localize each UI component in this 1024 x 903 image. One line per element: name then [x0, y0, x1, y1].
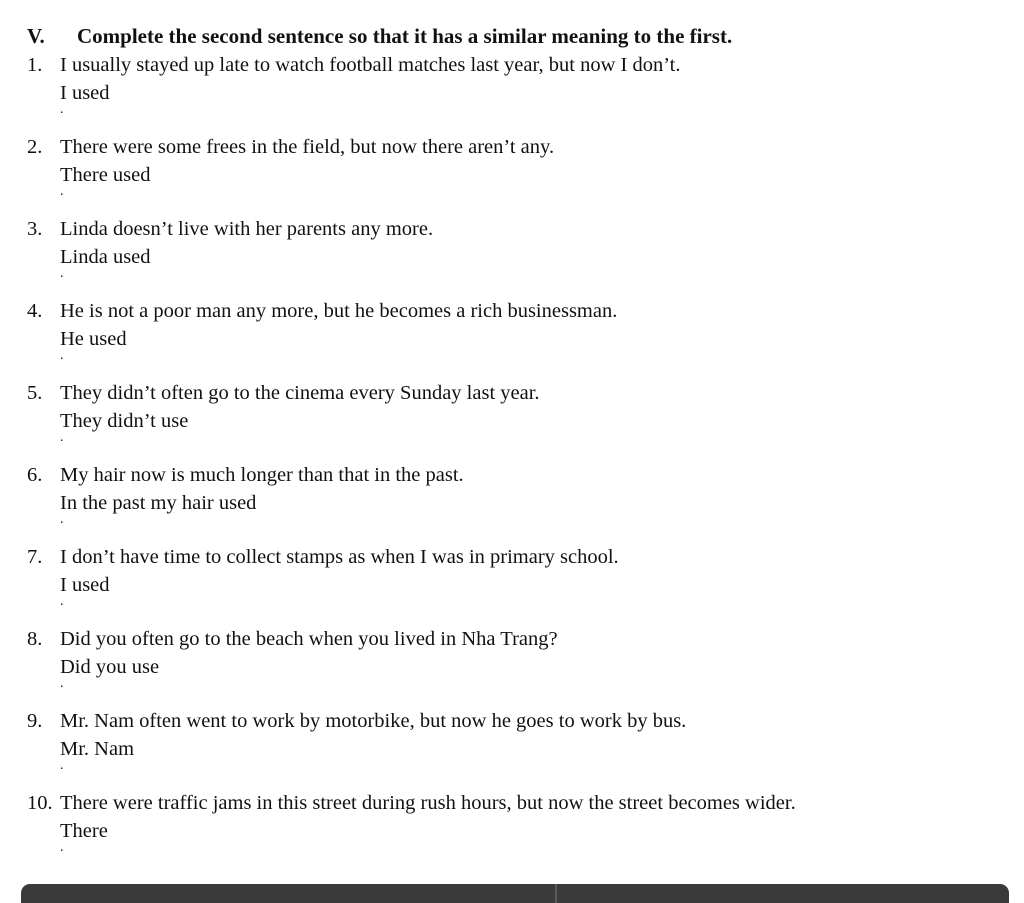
section-heading — [27, 22, 732, 50]
original-sentence: My hair now is much longer than that in the past. — [60, 464, 464, 486]
rewrite-prompt: I used — [60, 82, 110, 104]
original-sentence: They didn’t often go to the cinema every Sunday last year. — [60, 382, 540, 404]
original-sentence: Did you often go to the beach when you lived in Nha Trang? — [60, 628, 558, 650]
bottom-toolbar[interactable] — [21, 884, 1009, 903]
rewrite-prompt: He used — [60, 328, 127, 350]
rewrite-prompt: I used — [60, 574, 110, 596]
answer-line-dot: . — [60, 348, 64, 363]
toolbar-divider — [555, 884, 557, 903]
rewrite-prompt: Mr. Nam — [60, 738, 135, 760]
original-sentence: There were traffic jams in this street during rush hours, but now the street becomes wider. — [60, 792, 796, 814]
item-number: 9. — [27, 710, 43, 732]
answer-line-dot: . — [60, 594, 64, 609]
item-number: 7. — [27, 546, 43, 568]
answer-line-dot: . — [60, 102, 64, 117]
rewrite-prompt: Did you use — [60, 656, 160, 678]
exercise-item-5 — [27, 379, 987, 461]
item-number: 3. — [27, 218, 43, 240]
exercise-item-3 — [27, 215, 987, 297]
item-number: 1. — [27, 54, 43, 76]
exercise-item-8 — [27, 625, 987, 707]
rewrite-prompt: Linda used — [60, 246, 151, 268]
item-number: 2. — [27, 136, 43, 158]
answer-line-dot: . — [60, 266, 64, 281]
exercise-item-9 — [27, 707, 987, 789]
answer-line-dot: . — [60, 184, 64, 199]
item-number: 10. — [27, 792, 53, 814]
original-sentence: There were some frees in the field, but now there aren’t any. — [60, 136, 555, 158]
exercise-list — [27, 51, 987, 871]
original-sentence: Linda doesn’t live with her parents any more. — [60, 218, 434, 240]
exercise-item-10 — [27, 789, 987, 871]
exercise-item-1 — [27, 51, 987, 133]
section-title: Complete the second sentence so that it has a similar meaning to the first. — [77, 24, 733, 48]
original-sentence: I don’t have time to collect stamps as when I was in primary school. — [60, 546, 619, 568]
item-number: 4. — [27, 300, 43, 322]
exercise-item-6 — [27, 461, 987, 543]
answer-line-dot: . — [60, 676, 64, 691]
item-number: 8. — [27, 628, 43, 650]
section-number: V. — [27, 24, 45, 48]
rewrite-prompt: There — [60, 820, 108, 842]
rewrite-prompt: In the past my hair used — [60, 492, 257, 514]
item-number: 5. — [27, 382, 43, 404]
answer-line-dot: . — [60, 840, 64, 855]
exercise-item-4 — [27, 297, 987, 379]
original-sentence: I usually stayed up late to watch football matches last year, but now I don’t. — [60, 54, 681, 76]
original-sentence: Mr. Nam often went to work by motorbike, but now he goes to work by bus. — [60, 710, 687, 732]
rewrite-prompt: There used — [60, 164, 151, 186]
exercise-item-2 — [27, 133, 987, 215]
answer-line-dot: . — [60, 512, 64, 527]
answer-line-dot: . — [60, 758, 64, 773]
exercise-item-7 — [27, 543, 987, 625]
original-sentence: He is not a poor man any more, but he becomes a rich businessman. — [60, 300, 618, 322]
answer-line-dot: . — [60, 430, 64, 445]
rewrite-prompt: They didn’t use — [60, 410, 189, 432]
item-number: 6. — [27, 464, 43, 486]
